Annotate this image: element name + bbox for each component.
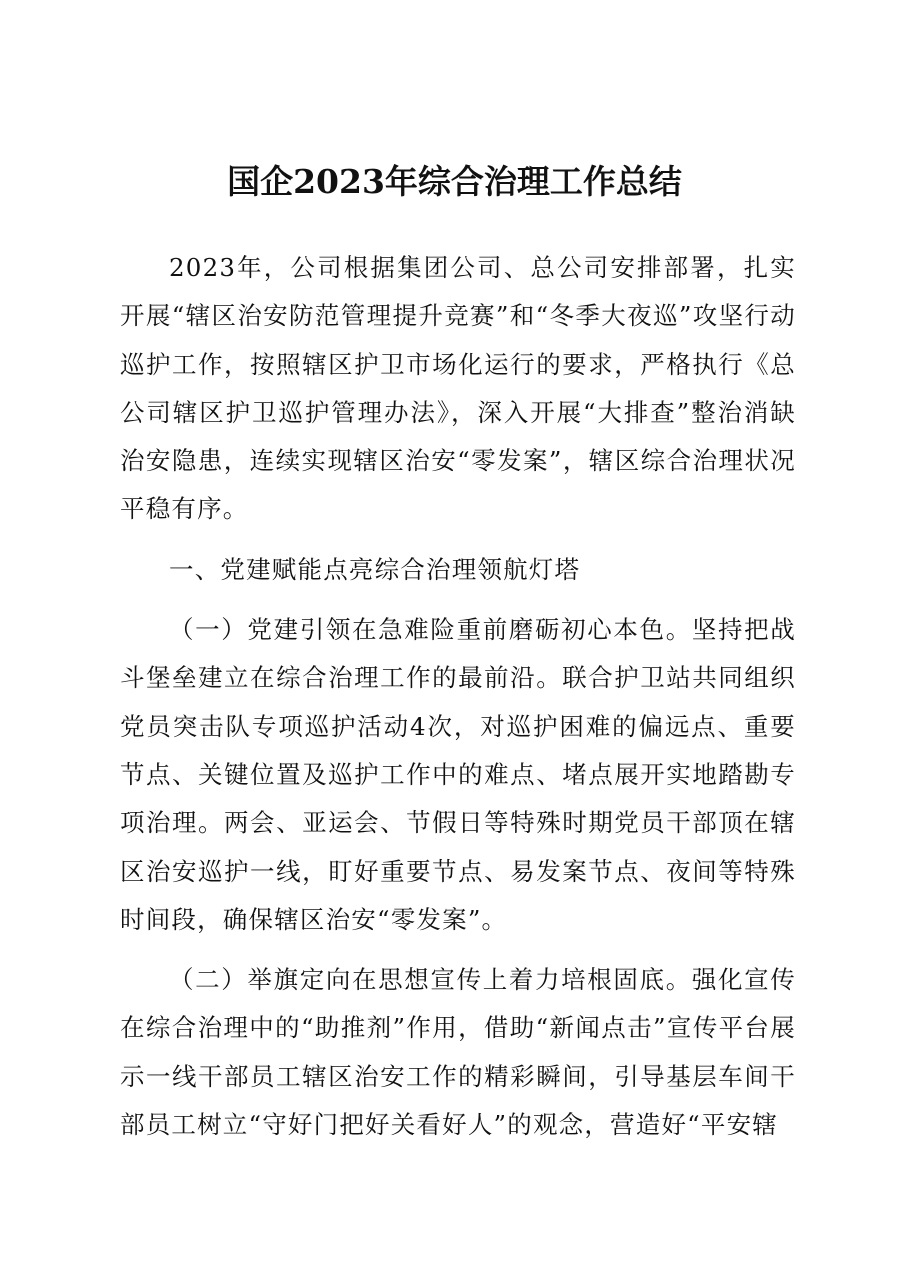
intro-paragraph: 2023年，公司根据集团公司、总公司安排部署，扎实开展“辖区治安防范管理提升竞赛”和“冬季大夜巡”攻坚行动巡护工作，按照辖区护卫市场化运行的要求，严格执行《总公司辖区护卫巡护管理办法》，深入开展“大排查”整治消缺治安隐患，连续实现辖区治安“零发案”，辖区综合治理状况平稳有序。 <box>120 253 796 524</box>
section-1-item-1-paragraph: （一）党建引领在急难险重前磨砺初心本色。坚持把战斗堡垒建立在综合治理工作的最前沿。联合护卫站共同组织党员突击队专项巡护活动4次，对巡护困难的偏远点、重要节点、关键位置及巡护工作中的难点、堵点展开实地踏勘专项治理。两会、亚运会、节假日等特殊时期党员干部顶在辖区治安巡护一线，盯好重要节点、易发案节点、夜间等特殊时间段，确保辖区治安“零发案”。 <box>120 615 796 934</box>
section-heading-1: 一、党建赋能点亮综合治理领航灯塔 <box>169 554 581 584</box>
document-title: 国企2023年综合治理工作总结 <box>227 162 682 201</box>
document-body <box>120 244 796 1161</box>
section-1-item-2-paragraph: （二）举旗定向在思想宣传上着力培根固底。强化宣传在综合治理中的“助推剂”作用，借助“新闻点击”宣传平台展示一线干部员工辖区治安工作的精彩瞬间，引导基层车间干部员工树立“守好门把好关看好人”的观念，营造好“平安辖 <box>120 965 796 1140</box>
